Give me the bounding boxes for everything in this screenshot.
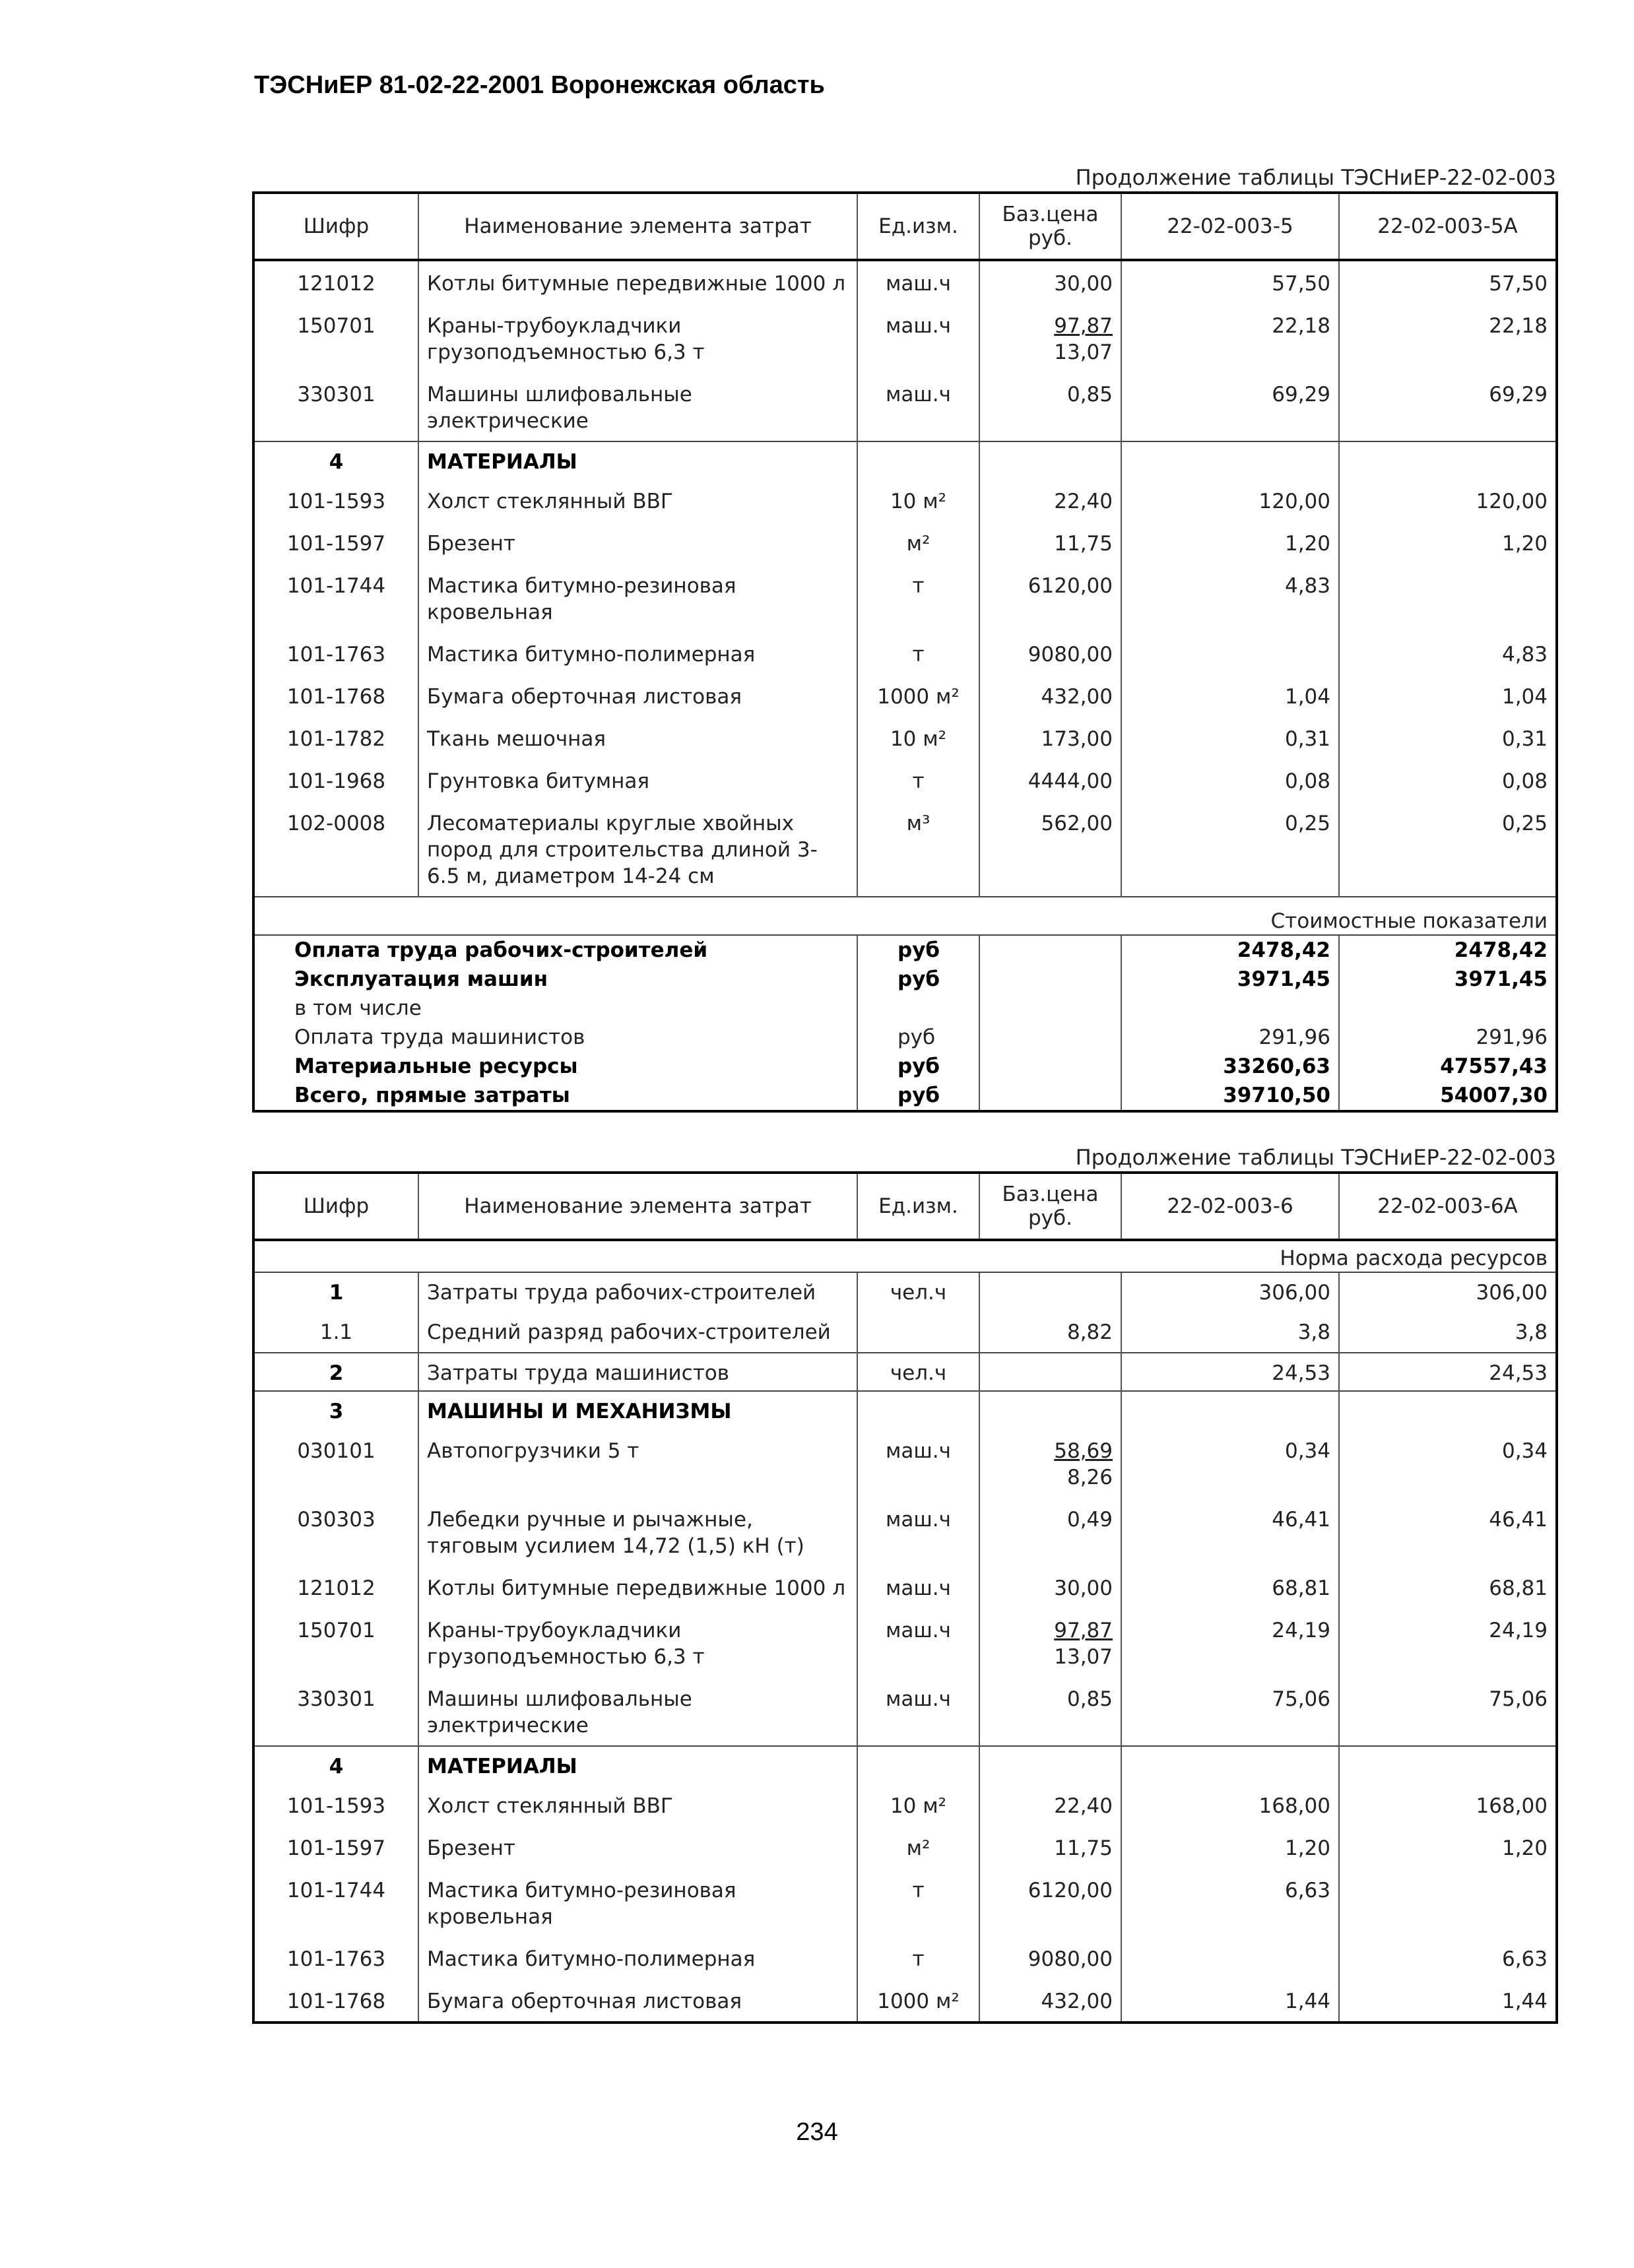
row-value-1: 1,04 [1121,674,1339,717]
row-value-2: 6,63 [1339,1937,1557,1979]
row-code: 150701 [297,1619,376,1642]
row-price: 0,85 [979,1677,1121,1746]
price-secondary: 13,07 [1054,1645,1113,1669]
row-name: Лесоматериалы круглые хвойных пород для строительства длиной 3-6.5 м, диаметром 14-24 см [418,801,857,897]
row-name: Холст стеклянный ВВГ [418,479,857,521]
summary-value-1: 2478,42 [1121,935,1339,965]
cost-band-row [253,897,1557,935]
row-code: 030303 [297,1508,376,1532]
summary-value-2 [1339,994,1557,1023]
row-name: Котлы битумные передвижные 1000 л [418,1566,857,1608]
table-row [253,801,1557,897]
summary-label: Оплата труда рабочих-строителей [294,938,708,962]
row-price: 30,00 [979,260,1121,304]
row-value-2: 0,08 [1339,759,1557,801]
row-value-2: 1,44 [1339,1979,1557,2023]
table-row [253,717,1557,759]
row-name: Краны-трубоукладчики грузоподъемностью 6,3 т [418,304,857,372]
table-row [253,1497,1557,1566]
row-value-1: 75,06 [1121,1677,1339,1746]
row-name: Брезент [418,521,857,564]
col-norm2-header: 22-02-003-5А [1339,193,1557,260]
row-code: 101-1968 [286,769,386,793]
row-name: Краны-трубоукладчики грузоподъемностью 6,3 т [418,1608,857,1677]
row-unit: 10 м² [857,1784,979,1826]
row-name: Холст стеклянный ВВГ [418,1784,857,1826]
row-value-2: 0,25 [1339,801,1557,897]
summary-unit: руб [857,965,979,994]
table-row [253,1937,1557,1979]
row-code: 102-0008 [286,812,386,835]
row-code: 1.1 [319,1320,353,1344]
row-code: 330301 [297,1687,376,1711]
row-value-2: 1,20 [1339,1826,1557,1868]
row-value-1: 24,53 [1121,1353,1339,1391]
summary-row [253,994,1557,1023]
summary-row [253,1081,1557,1111]
row-code: 121012 [297,1576,376,1600]
col-norm1-header: 22-02-003-5 [1121,193,1339,260]
row-price [979,1608,1121,1677]
row-value-2: 68,81 [1339,1566,1557,1608]
row-unit: м² [857,521,979,564]
summary-value-1: 33260,63 [1121,1052,1339,1081]
row-code: 2 [253,1353,418,1391]
table-row [253,674,1557,717]
row-name: Машины шлифовальные электрические [418,1677,857,1746]
table-row [253,372,1557,441]
row-value-1: 120,00 [1121,479,1339,521]
cost-band-label: Стоимостные показатели [253,897,1557,935]
col-code-header: Шифр [253,1173,418,1240]
price-secondary: 13,07 [1054,340,1113,364]
row-name: Средний разряд рабочих-строителей [418,1310,857,1353]
summary-label: Всего, прямые затраты [294,1084,570,1107]
row-value-2: 75,06 [1339,1677,1557,1746]
row-code: 121012 [297,272,376,296]
norm-band-row [253,1240,1557,1272]
row-price: 6120,00 [979,564,1121,632]
row-code: 1 [329,1281,344,1305]
summary-row [253,935,1557,965]
summary-value-1: 39710,50 [1121,1081,1339,1111]
price-main: 97,87 [1054,314,1113,338]
summary-value-1: 291,96 [1121,1023,1339,1052]
row-value-2: 3,8 [1339,1310,1557,1353]
row-value-1: 0,34 [1121,1429,1339,1497]
summary-row [253,1023,1557,1052]
row-price [979,1272,1121,1310]
summary-value-2: 2478,42 [1339,935,1557,965]
col-price-header: Баз.цена руб. [979,1173,1121,1240]
row-value-2: 0,31 [1339,717,1557,759]
table-row [253,1979,1557,2023]
row-value-1: 0,08 [1121,759,1339,801]
row-name: Мастика битумно-резиновая кровельная [418,564,857,632]
table-row [253,1353,1557,1391]
row-value-2: 57,50 [1339,260,1557,304]
table-row [253,1826,1557,1868]
summary-unit: руб [857,1023,979,1052]
section-number: 4 [253,441,418,479]
table-row [253,479,1557,521]
row-code: 101-1744 [286,574,386,598]
col-code-header: Шифр [253,193,418,260]
row-unit: маш.ч [857,372,979,441]
row-value-1: 46,41 [1121,1497,1339,1566]
table-row [253,1566,1557,1608]
table-row [253,1272,1557,1310]
row-value-1: 306,00 [1121,1272,1339,1310]
table-row [253,759,1557,801]
row-unit: 1000 м² [857,1979,979,2023]
table-row [253,564,1557,632]
section-title: МАШИНЫ И МЕХАНИЗМЫ [418,1391,857,1429]
section-row-materials [253,1746,1557,1784]
summary-label: Эксплуатация машин [294,967,548,991]
table-row [253,521,1557,564]
row-price: 9080,00 [979,1937,1121,1979]
row-value-1: 4,83 [1121,564,1339,632]
row-price: 22,40 [979,479,1121,521]
row-name: Машины шлифовальные электрические [418,372,857,441]
page-title: ТЭСНиЕР 81-02-22-2001 Воронежская область [254,71,825,99]
row-price: 173,00 [979,717,1121,759]
row-value-2: 120,00 [1339,479,1557,521]
row-price: 11,75 [979,521,1121,564]
table-row [253,260,1557,304]
row-value-2 [1339,1868,1557,1937]
row-unit: маш.ч [857,1677,979,1746]
col-price-header: Баз.цена руб. [979,193,1121,260]
row-name: Ткань мешочная [418,717,857,759]
summary-unit: руб [857,1052,979,1081]
row-code: 101-1593 [286,1794,386,1818]
row-name: Бумага оберточная листовая [418,674,857,717]
price-secondary: 8,26 [1066,1466,1113,1489]
row-unit: 10 м² [857,717,979,759]
row-unit: т [857,1868,979,1937]
row-name: Бумага оберточная листовая [418,1979,857,2023]
row-code: 101-1597 [286,1836,386,1860]
table2-header-row [253,1173,1557,1240]
row-value-2: 46,41 [1339,1497,1557,1566]
row-name: Котлы битумные передвижные 1000 л [418,260,857,304]
page-number: 234 [796,2118,838,2146]
row-price: 8,82 [979,1310,1121,1353]
summary-value-2: 54007,30 [1339,1081,1557,1111]
summary-value-2: 3971,45 [1339,965,1557,994]
row-value-1 [1121,1937,1339,1979]
row-value-1: 57,50 [1121,260,1339,304]
summary-row [253,1052,1557,1081]
row-unit: чел.ч [857,1353,979,1391]
row-value-2: 306,00 [1339,1272,1557,1310]
table-row [253,1310,1557,1353]
row-value-1: 3,8 [1121,1310,1339,1353]
row-name: Мастика битумно-резиновая кровельная [418,1868,857,1937]
row-price: 30,00 [979,1566,1121,1608]
row-name: Лебедки ручные и рычажные, тяговым усилием 14,72 (1,5) кН (т) [418,1497,857,1566]
row-value-2: 1,20 [1339,521,1557,564]
row-unit: чел.ч [857,1272,979,1310]
row-unit: м³ [857,801,979,897]
section-title: МАТЕРИАЛЫ [418,441,857,479]
row-code: 101-1763 [286,643,386,666]
row-unit: 10 м² [857,479,979,521]
summary-value-2: 291,96 [1339,1023,1557,1052]
row-value-1: 1,20 [1121,521,1339,564]
row-unit: маш.ч [857,304,979,372]
row-unit: м² [857,1826,979,1868]
row-value-1: 1,20 [1121,1826,1339,1868]
row-value-1: 69,29 [1121,372,1339,441]
table1-header-row [253,193,1557,260]
col-name-header: Наименование элемента затрат [418,193,857,260]
row-unit: т [857,564,979,632]
section-row-materials [253,441,1557,479]
table-row [253,1784,1557,1826]
row-price: 432,00 [979,1979,1121,2023]
row-price: 22,40 [979,1784,1121,1826]
row-value-2: 168,00 [1339,1784,1557,1826]
row-value-1: 0,25 [1121,801,1339,897]
table-row [253,1429,1557,1497]
row-value-2: 24,19 [1339,1608,1557,1677]
row-value-1 [1121,632,1339,674]
summary-unit [857,994,979,1023]
row-price [979,304,1121,372]
row-value-2: 22,18 [1339,304,1557,372]
table1-caption: Продолжение таблицы ТЭСНиЕР-22-02-003 [1075,165,1556,190]
row-value-1: 24,19 [1121,1608,1339,1677]
summary-label: Материальные ресурсы [294,1054,578,1078]
row-name: Затраты труда рабочих-строителей [418,1272,857,1310]
table-row [253,1677,1557,1746]
row-price: 0,49 [979,1497,1121,1566]
row-value-2: 0,34 [1339,1429,1557,1497]
row-value-2: 4,83 [1339,632,1557,674]
col-unit-header: Ед.изм. [857,1173,979,1240]
table-row [253,304,1557,372]
row-unit: т [857,759,979,801]
row-code: 101-1593 [286,490,386,513]
col-norm1-header: 22-02-003-6 [1121,1173,1339,1240]
row-value-1: 6,63 [1121,1868,1339,1937]
table-row [253,1608,1557,1677]
norm-band-label: Норма расхода ресурсов [253,1240,1557,1272]
row-price: 0,85 [979,372,1121,441]
row-price: 6120,00 [979,1868,1121,1937]
table2-caption: Продолжение таблицы ТЭСНиЕР-22-02-003 [1075,1145,1556,1170]
row-unit: маш.ч [857,1497,979,1566]
row-value-2: 69,29 [1339,372,1557,441]
row-unit: маш.ч [857,260,979,304]
section-number: 3 [253,1391,418,1429]
row-name: Автопогрузчики 5 т [418,1429,857,1497]
row-code: 101-1768 [286,1990,386,2013]
price-main: 97,87 [1054,1619,1113,1642]
row-price [979,1429,1121,1497]
row-value-1: 1,44 [1121,1979,1339,2023]
summary-row [253,965,1557,994]
col-name-header: Наименование элемента затрат [418,1173,857,1240]
summary-unit: руб [857,1081,979,1111]
price-main: 58,69 [1054,1439,1113,1463]
table1 [252,191,1558,1113]
row-value-1: 22,18 [1121,304,1339,372]
row-unit: маш.ч [857,1608,979,1677]
row-value-2 [1339,564,1557,632]
row-value-1: 68,81 [1121,1566,1339,1608]
row-unit: маш.ч [857,1566,979,1608]
row-name: Мастика битумно-полимерная [418,1937,857,1979]
row-code: 101-1763 [286,1947,386,1971]
table-row [253,1868,1557,1937]
row-price: 4444,00 [979,759,1121,801]
row-price: 562,00 [979,801,1121,897]
row-code: 150701 [297,314,376,338]
summary-value-1: 3971,45 [1121,965,1339,994]
row-price: 9080,00 [979,632,1121,674]
row-code: 330301 [297,383,376,406]
summary-label: в том числе [294,996,422,1020]
row-name: Затраты труда машинистов [418,1353,857,1391]
row-unit: маш.ч [857,1429,979,1497]
table-row [253,632,1557,674]
row-name: Брезент [418,1826,857,1868]
section-row-machines [253,1391,1557,1429]
row-unit: т [857,632,979,674]
row-unit: т [857,1937,979,1979]
row-unit [857,1310,979,1353]
row-value-1: 168,00 [1121,1784,1339,1826]
row-code: 101-1782 [286,727,386,751]
summary-value-1 [1121,994,1339,1023]
summary-value-2: 47557,43 [1339,1052,1557,1081]
col-norm2-header: 22-02-003-6А [1339,1173,1557,1240]
row-name: Грунтовка битумная [418,759,857,801]
col-unit-header: Ед.изм. [857,193,979,260]
row-code: 101-1768 [286,685,386,709]
row-code: 101-1597 [286,532,386,556]
row-unit: 1000 м² [857,674,979,717]
table2 [252,1171,1558,2024]
row-price: 11,75 [979,1826,1121,1868]
row-value-2: 24,53 [1339,1353,1557,1391]
row-value-2: 1,04 [1339,674,1557,717]
row-code: 101-1744 [286,1879,386,1902]
row-value-1: 0,31 [1121,717,1339,759]
row-code: 030101 [297,1439,376,1463]
section-number: 4 [253,1746,418,1784]
summary-label: Оплата труда машинистов [294,1025,585,1049]
section-title: МАТЕРИАЛЫ [418,1746,857,1784]
summary-unit: руб [857,935,979,965]
row-name: Мастика битумно-полимерная [418,632,857,674]
row-price: 432,00 [979,674,1121,717]
